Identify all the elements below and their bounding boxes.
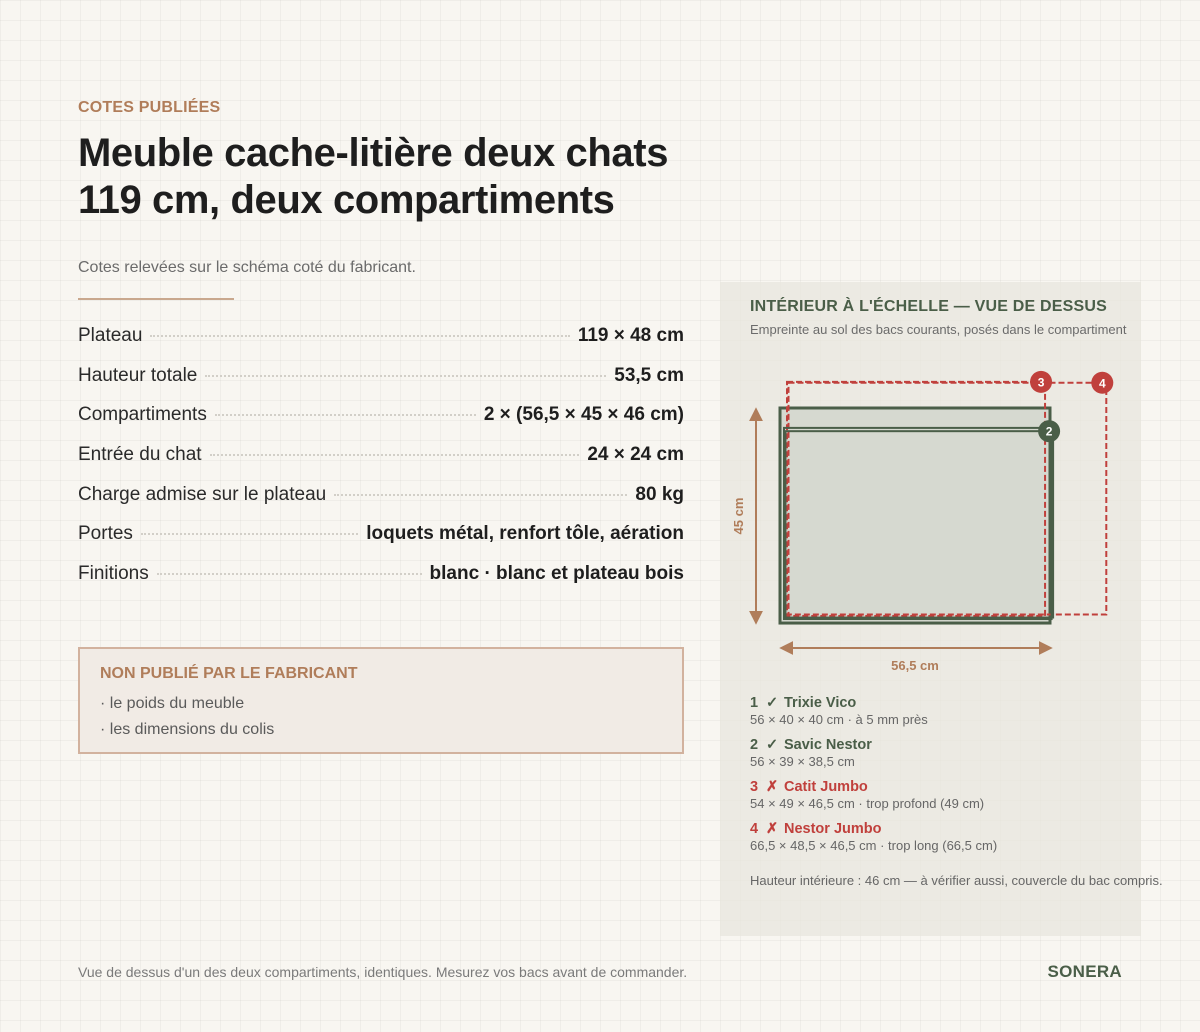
spec-value: 24 × 24 cm bbox=[587, 444, 684, 466]
box-legend bbox=[750, 694, 1140, 862]
width-dimension-label: 56,5 cm bbox=[891, 658, 939, 673]
legend-item-2 bbox=[750, 736, 1140, 770]
spec-row-entree bbox=[78, 444, 684, 484]
legend-name: Catit Jumbo bbox=[784, 779, 868, 795]
page-title bbox=[78, 130, 778, 224]
check-icon: ✓ bbox=[766, 737, 779, 753]
compartment-outline bbox=[780, 408, 1050, 623]
spec-label: Portes bbox=[78, 523, 133, 545]
eyebrow-label: COTES PUBLIÉES bbox=[78, 99, 221, 116]
legend-item-3: 3 ✗ Catit Jumbo 54 × 49 × 46,5 cm · trop profond (49 cm) bbox=[750, 779, 985, 811]
spec-label: Entrée du chat bbox=[78, 444, 202, 466]
title-line-1: Meuble cache-litière deux chats bbox=[78, 131, 669, 175]
divider bbox=[78, 298, 234, 300]
legend-dimensions: 54 × 49 × 46,5 cm bbox=[750, 796, 855, 811]
spec-value: 2 × (56,5 × 45 × 46 cm) bbox=[483, 404, 684, 426]
notice-title: NON PUBLIÉ PAR LE FABRICANT bbox=[100, 665, 358, 682]
dotted-leader bbox=[150, 335, 569, 337]
dotted-leader bbox=[141, 533, 358, 535]
legend-name: Savic Nestor bbox=[784, 737, 872, 753]
spec-label: Compartiments bbox=[78, 404, 207, 426]
spec-label: Finitions bbox=[78, 563, 149, 585]
notice-item: · les dimensions du colis bbox=[100, 721, 275, 738]
legend-note: trop long (66,5 cm) bbox=[888, 838, 998, 853]
panel-subtitle: Empreinte au sol des bacs courants, posés dans le compartiment bbox=[750, 322, 1127, 337]
top-view-diagram bbox=[720, 282, 1141, 682]
legend-number: 2 bbox=[750, 737, 759, 753]
spec-value: 80 kg bbox=[635, 483, 684, 505]
dotted-leader bbox=[334, 494, 627, 496]
page-subtitle: Cotes relevées sur le schéma coté du fabricant. bbox=[78, 259, 416, 276]
scale-panel bbox=[720, 282, 1163, 936]
check-icon: ✓ bbox=[766, 695, 779, 711]
cross-icon: ✗ bbox=[766, 821, 779, 837]
spec-row-plateau bbox=[78, 325, 684, 365]
spec-row-finitions bbox=[78, 563, 684, 603]
height-note: Hauteur intérieure : 46 cm — à vérifier aussi, couvercle du bac compris. bbox=[750, 873, 1163, 888]
spec-label: Hauteur totale bbox=[78, 364, 198, 386]
legend-name: Nestor Jumbo bbox=[784, 821, 882, 837]
spec-value: loquets métal, renfort tôle, aération bbox=[366, 523, 684, 545]
footer-note: Vue de dessus d'un des deux compartiments, identiques. Mesurez vos bacs avant de commander. bbox=[78, 964, 688, 980]
cross-icon: ✗ bbox=[766, 779, 779, 795]
dotted-leader bbox=[205, 375, 606, 377]
spec-value: 119 × 48 cm bbox=[577, 325, 684, 346]
spec-list bbox=[78, 325, 684, 603]
spec-row-compartiments bbox=[78, 404, 684, 444]
notice-item: · le poids du meuble bbox=[100, 695, 245, 712]
spec-row-hauteur bbox=[78, 365, 684, 405]
dotted-leader bbox=[210, 454, 580, 456]
brand-logo: SONERA bbox=[1047, 962, 1122, 981]
title-line-2: 119 cm, deux compartiments bbox=[78, 178, 615, 222]
legend-name: Trixie Vico bbox=[784, 695, 857, 711]
legend-number: 4 bbox=[750, 821, 759, 837]
spec-label: Charge admise sur le plateau bbox=[78, 483, 327, 505]
height-dimension-label: 45 cm bbox=[731, 497, 746, 535]
legend-dimensions: 56 × 39 × 38,5 cm bbox=[750, 754, 855, 769]
legend-item-4: 4 ✗ Nestor Jumbo 66,5 × 48,5 × 46,5 cm · trop long (66,5 cm) bbox=[750, 821, 998, 853]
panel-title: INTÉRIEUR À L'ÉCHELLE — VUE DE DESSUS bbox=[750, 298, 1108, 315]
spec-row-portes bbox=[78, 523, 684, 563]
spec-label: Plateau bbox=[78, 325, 143, 346]
dotted-leader bbox=[157, 573, 422, 575]
legend-dimensions: 66,5 × 48,5 × 46,5 cm bbox=[750, 838, 877, 853]
legend-note: à 5 mm près bbox=[855, 712, 928, 727]
legend-number: 1 bbox=[750, 695, 759, 711]
spec-row-charge bbox=[78, 484, 684, 524]
legend-note: trop profond (49 cm) bbox=[866, 796, 985, 811]
spec-value: 53,5 cm bbox=[614, 364, 684, 386]
unpublished-notice bbox=[78, 647, 684, 754]
box-badge-label-4: 4 bbox=[1098, 376, 1106, 391]
legend-dimensions: 56 × 40 × 40 cm bbox=[750, 712, 844, 727]
legend-number: 3 bbox=[750, 779, 759, 795]
box-badge-label-2: 2 bbox=[1045, 424, 1053, 439]
legend-item-1: 1 ✓ Trixie Vico 56 × 40 × 40 cm · à 5 mm près bbox=[750, 695, 928, 727]
spec-value: blanc · blanc et plateau bois bbox=[429, 563, 684, 585]
dotted-leader bbox=[215, 414, 476, 416]
box-badge-label-3: 3 bbox=[1037, 375, 1045, 390]
